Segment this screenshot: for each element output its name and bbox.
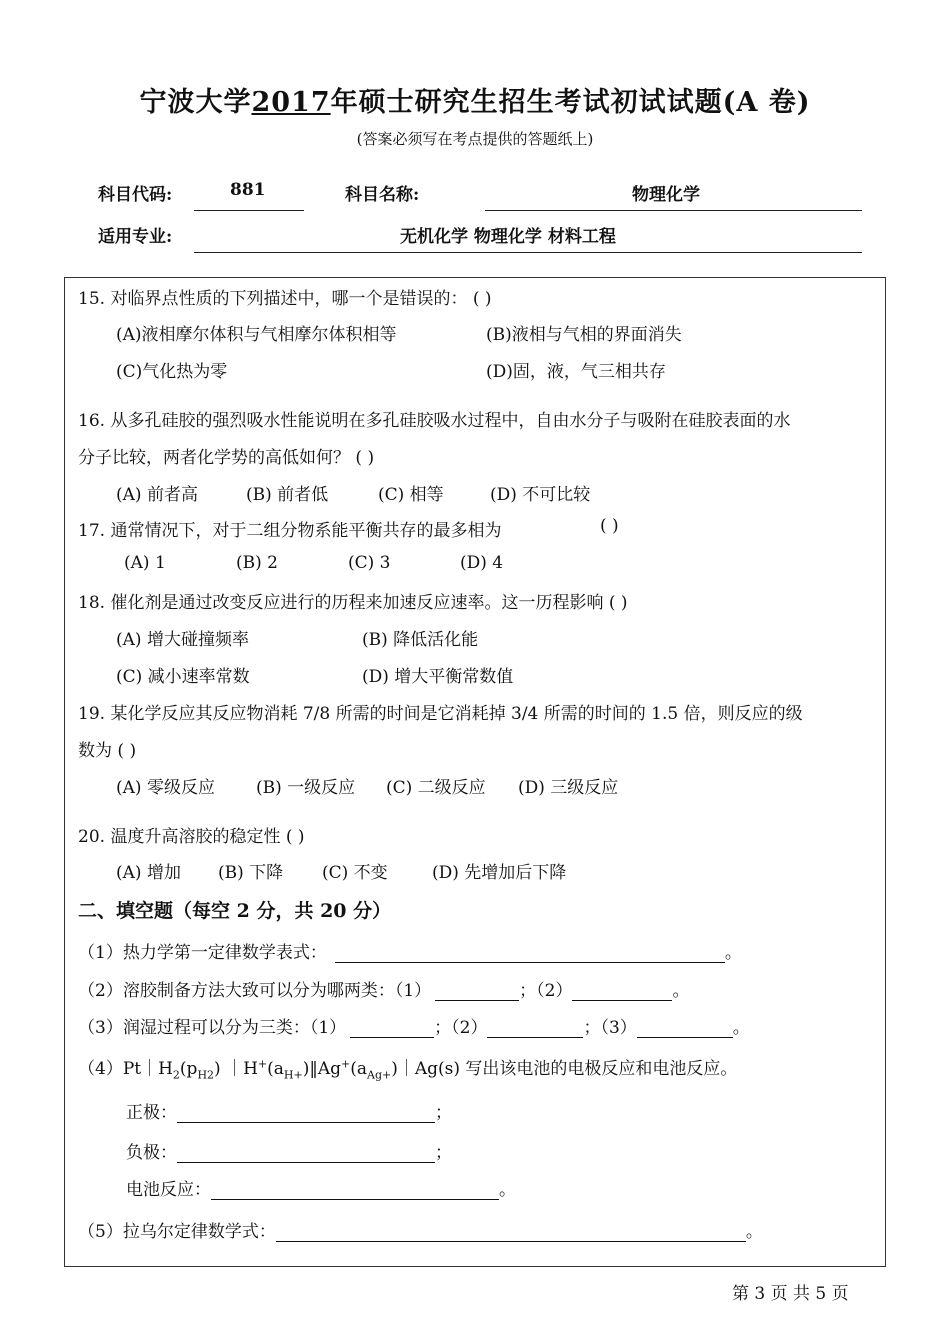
cell-sup: + (341, 1057, 351, 1071)
cell-part: ) ｜H (214, 1059, 258, 1079)
answer-note: (答案必须写在考点提供的答题纸上) (356, 130, 594, 148)
q19-option-d: (D) 三级反应 (518, 778, 619, 798)
cell-part: (p (179, 1059, 198, 1079)
fill-3-blank-3[interactable] (637, 1019, 733, 1038)
fill-3-third-label: ；（3） (583, 1018, 637, 1038)
fill-2-blank-2[interactable] (572, 982, 672, 1001)
major-label: 适用专业: (98, 227, 173, 247)
subject-code-label: 科目代码: (98, 185, 173, 205)
fill-3-blank-1[interactable] (350, 1019, 434, 1038)
fill-3-blank-2[interactable] (487, 1019, 583, 1038)
cell-part: (a (267, 1059, 284, 1079)
positive-semicolon: ； (435, 1103, 452, 1123)
fill-1-period: 。 (724, 943, 742, 963)
q15-stem: 15. 对临界点性质的下列描述中，哪一个是错误的： ( ) (78, 289, 492, 309)
fill-2-blank-1[interactable] (435, 982, 519, 1001)
cell-sub: 2 (172, 1068, 180, 1082)
cell-part: )‖Ag (302, 1059, 342, 1079)
q16-option-d: (D) 不可比较 (490, 485, 591, 505)
name-underline (485, 210, 862, 211)
fill-3-second-label: ；（2） (434, 1018, 488, 1038)
fill-4-cell-reaction (126, 1175, 516, 1200)
q17-stem: 17. 通常情况下，对于二组分物系能平衡共存的最多相为 (78, 521, 502, 541)
fill-2-period: 。 (672, 981, 690, 1001)
cell-part: （4）Pt｜H (78, 1059, 173, 1079)
title-year: 2017 (251, 87, 331, 118)
title-suffix: 年硕士研究生招生考试初试试题(A 卷) (330, 87, 811, 118)
q19-stem-line1: 19. 某化学反应其反应物消耗 7/8 所需的时间是它消耗掉 3/4 所需的时间的 1.5 倍，则反应的级 (78, 704, 803, 724)
q15-option-c: (C)气化热为零 (116, 362, 228, 382)
q17-option-c: (C) 3 (348, 553, 391, 573)
cell-sup: + (257, 1057, 268, 1071)
q18-option-c: (C) 减小速率常数 (116, 667, 250, 687)
cell-sub: Ag+ (367, 1068, 392, 1082)
q15-option-a: (A)液相摩尔体积与气相摩尔体积相等 (116, 325, 397, 345)
fill-1 (78, 938, 742, 963)
fill-3-period: 。 (732, 1018, 750, 1038)
subject-name-value: 物理化学 (632, 185, 700, 205)
fill-2-second-label: ；（2） (519, 981, 573, 1001)
subject-code-value: 881 (230, 180, 266, 200)
positive-blank[interactable] (177, 1104, 435, 1123)
q17-option-d: (D) 4 (460, 553, 504, 573)
q17-paren: ( ) (600, 516, 619, 536)
fill-5-label: （5）拉乌尔定律数学式： (78, 1222, 276, 1242)
q20-option-d: (D) 先增加后下降 (432, 863, 567, 883)
q19-option-a: (A) 零级反应 (116, 778, 215, 798)
q15-option-b: (B)液相与气相的界面消失 (486, 325, 682, 345)
fill-4-negative (126, 1138, 452, 1163)
q18-option-a: (A) 增大碰撞频率 (116, 630, 249, 650)
cell-reaction-blank[interactable] (211, 1181, 499, 1200)
q16-option-a: (A) 前者高 (116, 485, 198, 505)
negative-semicolon: ； (435, 1143, 452, 1163)
q16-stem-line2: 分子比较，两者化学势的高低如何？ ( ) (78, 448, 375, 468)
fill-2 (78, 976, 689, 1001)
q20-stem: 20. 温度升高溶胶的稳定性 ( ) (78, 827, 305, 847)
q19-stem-line2: 数为 ( ) (78, 741, 137, 761)
fill-section-title: 二、填空题（每空 2 分，共 20 分） (78, 900, 392, 922)
q19-option-c: (C) 二级反应 (386, 778, 486, 798)
q16-stem-line1: 16. 从多孔硅胶的强烈吸水性能说明在多孔硅胶吸水过程中，自由水分子与吸附在硅胶表面的水 (78, 411, 791, 431)
q20-option-c: (C) 不变 (322, 863, 388, 883)
fill-1-label: （1）热力学第一定律数学表式： (78, 943, 327, 963)
cell-part: (a (350, 1059, 368, 1079)
q18-option-b: (B) 降低活化能 (362, 630, 479, 650)
title-prefix: 宁波大学 (139, 87, 252, 118)
fill-5-blank[interactable] (276, 1223, 746, 1242)
q17-option-a: (A) 1 (124, 553, 166, 573)
major-value: 无机化学 物理化学 材料工程 (400, 227, 616, 247)
q20-option-a: (A) 增加 (116, 863, 181, 883)
fill-4-cell (78, 1054, 737, 1081)
q20-option-b: (B) 下降 (218, 863, 284, 883)
q17-option-b: (B) 2 (236, 553, 278, 573)
fill-5 (78, 1217, 763, 1242)
fill-3-label: （3）润湿过程可以分为三类：（1） (78, 1018, 347, 1038)
subject-name-label: 科目名称: (345, 185, 420, 205)
page-title (0, 80, 950, 119)
negative-label: 负极： (126, 1143, 177, 1163)
q19-option-b: (B) 一级反应 (256, 778, 356, 798)
page-number: 第 3 页 共 5 页 (732, 1284, 849, 1304)
major-underline (194, 252, 862, 253)
fill-1-blank[interactable] (335, 944, 725, 963)
cell-sub: H2 (197, 1068, 215, 1082)
cell-sub: H+ (283, 1068, 303, 1082)
fill-5-period: 。 (745, 1222, 763, 1242)
code-underline (194, 210, 304, 211)
negative-blank[interactable] (177, 1144, 435, 1163)
q18-stem: 18. 催化剂是通过改变反应进行的历程来加速反应速率。这一历程影响 ( ) (78, 593, 628, 613)
q15-option-d: (D)固，液，气三相共存 (486, 362, 666, 382)
positive-label: 正极： (126, 1103, 177, 1123)
q16-option-b: (B) 前者低 (246, 485, 329, 505)
fill-2-label: （2）溶胶制备方法大致可以分为哪两类：（1） (78, 981, 432, 1001)
cell-part: )｜Ag(s) 写出该电池的电极反应和电池反应。 (391, 1059, 738, 1079)
q18-option-d: (D) 增大平衡常数值 (362, 667, 514, 687)
cell-reaction-period: 。 (499, 1180, 516, 1200)
fill-3 (78, 1013, 750, 1038)
q16-option-c: (C) 相等 (378, 485, 444, 505)
fill-4-positive (126, 1098, 452, 1123)
cell-reaction-label: 电池反应： (126, 1180, 211, 1200)
